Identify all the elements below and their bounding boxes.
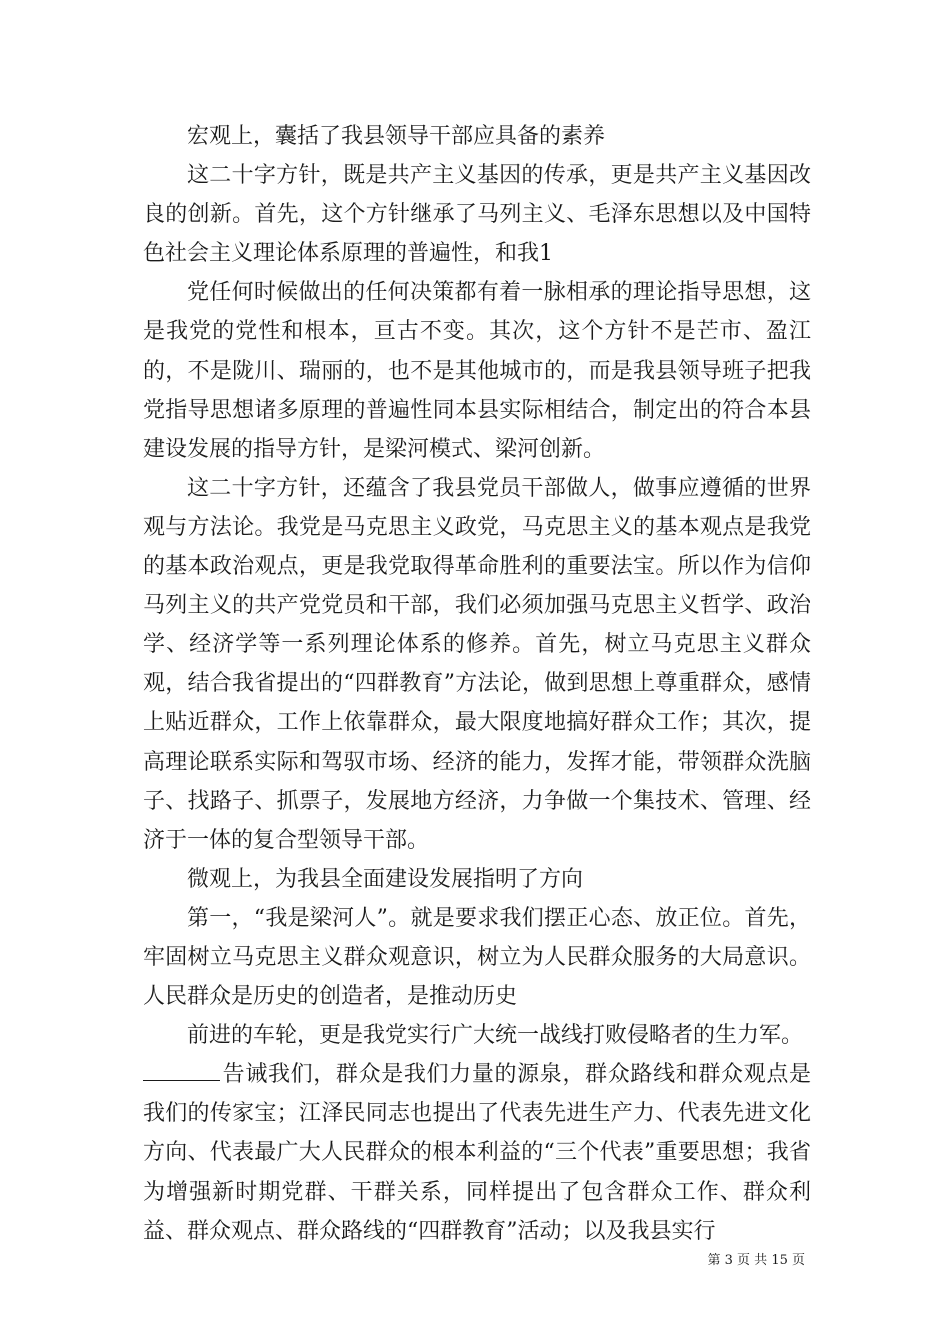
- page-number-footer: 第 3 页 共 15 页: [707, 1253, 805, 1268]
- paragraph-continuation: [143, 1055, 811, 1250]
- paragraph-wheel: 前进的车轮，更是我党实行广大统一战线打败侵略者的生力军。: [187, 1023, 804, 1049]
- paragraph-continuation-text: 告诫我们，群众是我们力量的源泉，群众路线和群众观点是我们的传家宝；江泽民同志也提出了代表先进生产力、代表先进文化方向、代表最广大人民群众的根本利益的“三个代表”重要思想；我省为增强新时期党群、干群关系，同样提出了包含群众工作、群众利益、群众观点、群众路线的“四群教育”活动；以及我县实行: [143, 1062, 811, 1244]
- paragraph-worldview: 这二十字方针，还蕴含了我县党员干部做人，做事应遵循的世界观与方法论。我党是马克思主义政党，马克思主义的基本观点是我党的基本政治观点，更是我党取得革命胜利的重要法宝。所以作为信仰马列主义的共产党党员和干部，我们必须加强马克思主义哲学、政治学、经济学等一系列理论体系的修养。首先，树立马克思主义群众观，结合我省提出的“四群教育”方法论，做到思想上尊重群众，感情上贴近群众，工作上依靠群众，最大限度地搞好群众工作；其次，提高理论联系实际和驾驭市场、经济的能力，发挥才能，带领群众洗脑子、找路子、抓票子，发展地方经济，力争做一个集技术、管理、经济于一体的复合型领导干部。: [143, 475, 811, 853]
- blank-underline: [143, 1079, 220, 1081]
- paragraph-macro-heading: 宏观上，囊括了我县领导干部应具备的素养: [187, 124, 606, 149]
- paragraph-party-nature: 党任何时候做出的任何决策都有着一脉相承的理论指导思想，这是我党的党性和根本，亘古不变。其次，这个方针不是芒市、盈江的，不是陇川、瑞丽的，也不是其他城市的，而是我县领导班子把我党指导思想诸多原理的普遍性同本县实际相结合，制定出的符合本县建设发展的指导方针，是梁河模式、梁河创新。: [143, 280, 811, 462]
- paragraph-micro-heading: 微观上，为我县全面建设发展指明了方向: [187, 866, 584, 892]
- document-body: [143, 117, 811, 1251]
- paragraph-first-point: 第一，“我是梁河人”。就是要求我们摆正心态、放正位。首先，牢固树立马克思主义群众观意识，树立为人民群众服务的大局意识。人民群众是历史的创造者，是推动历史: [143, 905, 811, 1010]
- paragraph-gene-inheritance: 这二十字方针，既是共产主义基因的传承，更是共产主义基因改良的创新。首先，这个方针继承了马列主义、毛泽东思想以及中国特色社会主义理论体系原理的普遍性，和我1: [143, 163, 811, 267]
